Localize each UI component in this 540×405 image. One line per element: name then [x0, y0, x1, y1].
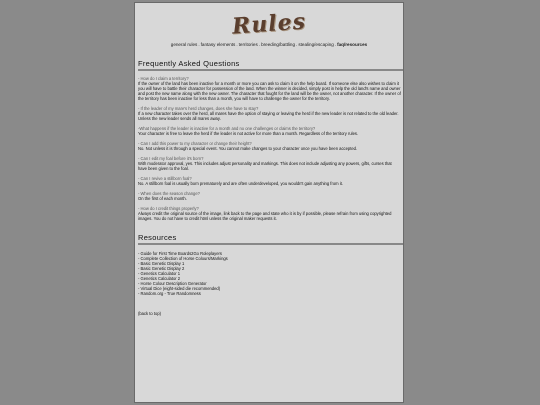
nav-separator: .	[258, 42, 261, 47]
faq-heading: Frequently Asked Questions	[138, 59, 403, 71]
faq-item	[138, 126, 401, 136]
resources-list	[138, 251, 401, 296]
resource-link[interactable]: - Guide for First Time Boards2Go Roleplayers	[138, 251, 222, 256]
faq-item	[138, 141, 401, 151]
nav-separator: .	[296, 42, 298, 47]
header	[135, 3, 403, 47]
faq-item	[138, 176, 401, 186]
top-nav	[135, 42, 403, 47]
faq-question: - Can I revive a stillborn foal?	[138, 176, 192, 181]
faq-item	[138, 76, 401, 101]
faq-item	[138, 156, 401, 171]
nav-separator: .	[198, 42, 200, 47]
faq-answer: Always credit the original source of the image, link back to the page and state who it is by if possible, please refrain from using copyrighted images. You do not have to credit html unless the original maker requests it.	[138, 211, 392, 221]
faq-question: - If the leader of my mare's herd changes, does she have to stay?	[138, 106, 259, 111]
nav-link-territories[interactable]: territories	[238, 42, 258, 47]
nav-link-general-rules[interactable]: general rules	[170, 42, 198, 47]
nav-separator: .	[334, 42, 337, 47]
faq-question: - Can I edit my foal before it's born?	[138, 156, 204, 161]
nav-link-fantasy-elements[interactable]: fantasy elements	[200, 42, 236, 47]
faq-question: - How do I claim a territory?	[138, 76, 189, 81]
faq-item	[138, 191, 401, 201]
faq-answer: With moderator approval, yes. This includes adjust personality and markings. This does not include adjusting any powers, gifts, curses that have been given to the foal.	[138, 161, 392, 171]
nav-link-faq-resources[interactable]: faq/resources	[337, 42, 368, 47]
resource-link[interactable]: - Random.org - True Randomness	[138, 291, 201, 296]
resource-link[interactable]: - Genetics Calculator 1	[138, 271, 181, 276]
back-to-top-link[interactable]: (back to top)	[138, 311, 162, 316]
nav-link-breeding-battling[interactable]: breeding/battling	[261, 42, 296, 47]
content-panel	[134, 2, 404, 403]
faq-answer: No. A stillborn foal is usually born prematurely and are often underdeveloped, you wouldn't gain anything from it.	[138, 181, 343, 186]
faq-question: - Can I add this power to my character or change their height?	[138, 141, 252, 146]
resource-link[interactable]: - Genetics Calculator 2	[138, 276, 181, 281]
faq-item	[138, 206, 401, 221]
faq-answer: On the first of each month.	[138, 196, 187, 201]
faq-question: - How do I credit things properly?	[138, 206, 199, 211]
resource-link[interactable]: - Complete Collection of Horse Colours/Markings	[138, 256, 228, 261]
nav-link-stealing-escaping[interactable]: stealing/escaping	[298, 42, 334, 47]
faq-section	[135, 76, 403, 221]
faq-answer: If the owner of the land has been inactive for a month or more you can ask to claim it on the help board. If someone else also wishes to claim it you will have to battle their character for possession of the land. When the winner is decided, simply post in help the old land's name and owner and post the new name along with the new owner. The character that fought for the land will be the owner, not another character. If the owner of the territory has been inactive for less than a month, you will have to challenge the owner for the territory.	[138, 81, 401, 101]
resource-link[interactable]: - Horse Colour Description Generator	[138, 281, 207, 286]
nav-separator: .	[236, 42, 238, 47]
resources-heading: Resources	[138, 233, 403, 245]
faq-answer: No. Not unless it is through a special event. You cannot make changes to your character once you have been accepted.	[138, 146, 358, 151]
resource-link[interactable]: - Basic Genetic Display 1	[138, 261, 185, 266]
faq-answer: Your character is free to leave the herd if the leader is not active for more than a month. Regardless of the territory rules.	[138, 131, 359, 136]
faq-question: -What happens if the leader is inactive for a month and no one challenges or claims the territory?	[138, 126, 316, 131]
faq-item	[138, 106, 401, 121]
resources-section	[135, 251, 403, 296]
faq-answer: If a new character takes over the herd, all mares have the option of staying or leaving the herd if the new leader is not related to the old leader. Unless the new leader sends all mares away.	[138, 111, 399, 121]
faq-question: - When does the season change?	[138, 191, 200, 196]
resource-link[interactable]: - Virtual Dice (eight-sided die recommended)	[138, 286, 221, 291]
resource-link[interactable]: - Basic Genetic Display 2	[138, 266, 185, 271]
rules-logo: Rules	[231, 8, 307, 40]
